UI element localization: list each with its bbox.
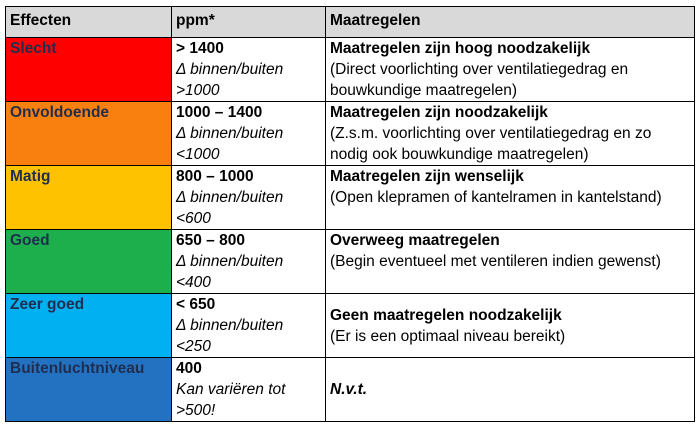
effect-label: Slecht [10,40,57,57]
measure-detail: (Open klepramen of kantelramen in kantelstand) [330,189,662,206]
measure-cell [326,294,695,358]
measure-cell [326,230,695,294]
ppm-range: 1000 – 1400 [176,104,263,121]
effect-label: Zeer goed [10,296,85,313]
ppm-range: 650 – 800 [176,232,245,249]
ppm-delta-label: Kan variëren tot [176,381,286,398]
ppm-cell [172,294,326,358]
ppm-delta-value: <1000 [176,146,220,163]
effect-label: Onvoldoende [10,104,110,121]
measure-detail: (Z.s.m. voorlichting over ventilatiegedrag en zo nodig ook bouwkundige maatregelen) [330,125,652,163]
ppm-cell [172,166,326,230]
measure-heading: Geen maatregelen noodzakelijk [330,306,562,324]
effect-cell-buitenluchtniveau [6,358,172,422]
measure-not-applicable: N.v.t. [330,381,368,398]
measure-cell [326,358,695,422]
ppm-delta-label: Δ binnen/buiten [176,61,284,78]
effect-cell-onvoldoende [6,102,172,166]
ppm-delta-value: >1000 [176,82,220,99]
header-row [6,7,695,38]
table-row [6,230,695,294]
measure-heading: Maatregelen zijn noodzakelijk [330,104,548,121]
effect-cell-zeer-goed [6,294,172,358]
ppm-delta-label: Δ binnen/buiten [176,189,284,206]
measure-heading: Maatregelen zijn wenselijk [330,168,524,185]
effect-cell-goed [6,230,172,294]
ppm-delta-value: <600 [176,210,211,227]
header-ppm: ppm* [172,7,326,38]
effect-label: Goed [10,232,50,249]
ppm-delta-value: <250 [176,338,211,355]
effect-label: Matig [10,168,51,185]
ppm-delta-label: Δ binnen/buiten [176,125,284,142]
header-effects: Effecten [6,7,172,38]
ppm-cell [172,358,326,422]
measure-cell [326,38,695,102]
ppm-range: 800 – 1000 [176,168,254,185]
ppm-range: < 650 [176,296,216,313]
table-row [6,102,695,166]
ppm-cell [172,230,326,294]
effect-cell-slecht [6,38,172,102]
ppm-delta-label: Δ binnen/buiten [176,317,284,334]
measure-detail: (Direct voorlichting over ventilatiegedrag en bouwkundige maatregelen) [330,61,629,99]
table-row [6,166,695,230]
ppm-delta-value: <400 [176,274,211,291]
measure-detail: (Er is een optimaal niveau bereikt) [330,327,566,345]
table-row [6,358,695,422]
table-row [6,294,695,358]
measure-cell [326,166,695,230]
effect-label: Buitenluchtniveau [10,360,145,377]
measure-cell [326,102,695,166]
ppm-cell [172,38,326,102]
table-row [6,38,695,102]
ppm-range: 400 [176,360,202,377]
ppm-range: > 1400 [176,40,224,57]
ppm-delta-label: Δ binnen/buiten [176,253,284,270]
measure-detail: (Begin eventueel met ventileren indien gewenst) [330,253,661,270]
ppm-delta-value: >500! [176,402,216,419]
ppm-cell [172,102,326,166]
co2-levels-table [5,6,695,422]
header-measures: Maatregelen [326,7,695,38]
measure-heading: Maatregelen zijn hoog noodzakelijk [330,40,591,57]
effect-cell-matig [6,166,172,230]
measure-heading: Overweeg maatregelen [330,232,500,249]
